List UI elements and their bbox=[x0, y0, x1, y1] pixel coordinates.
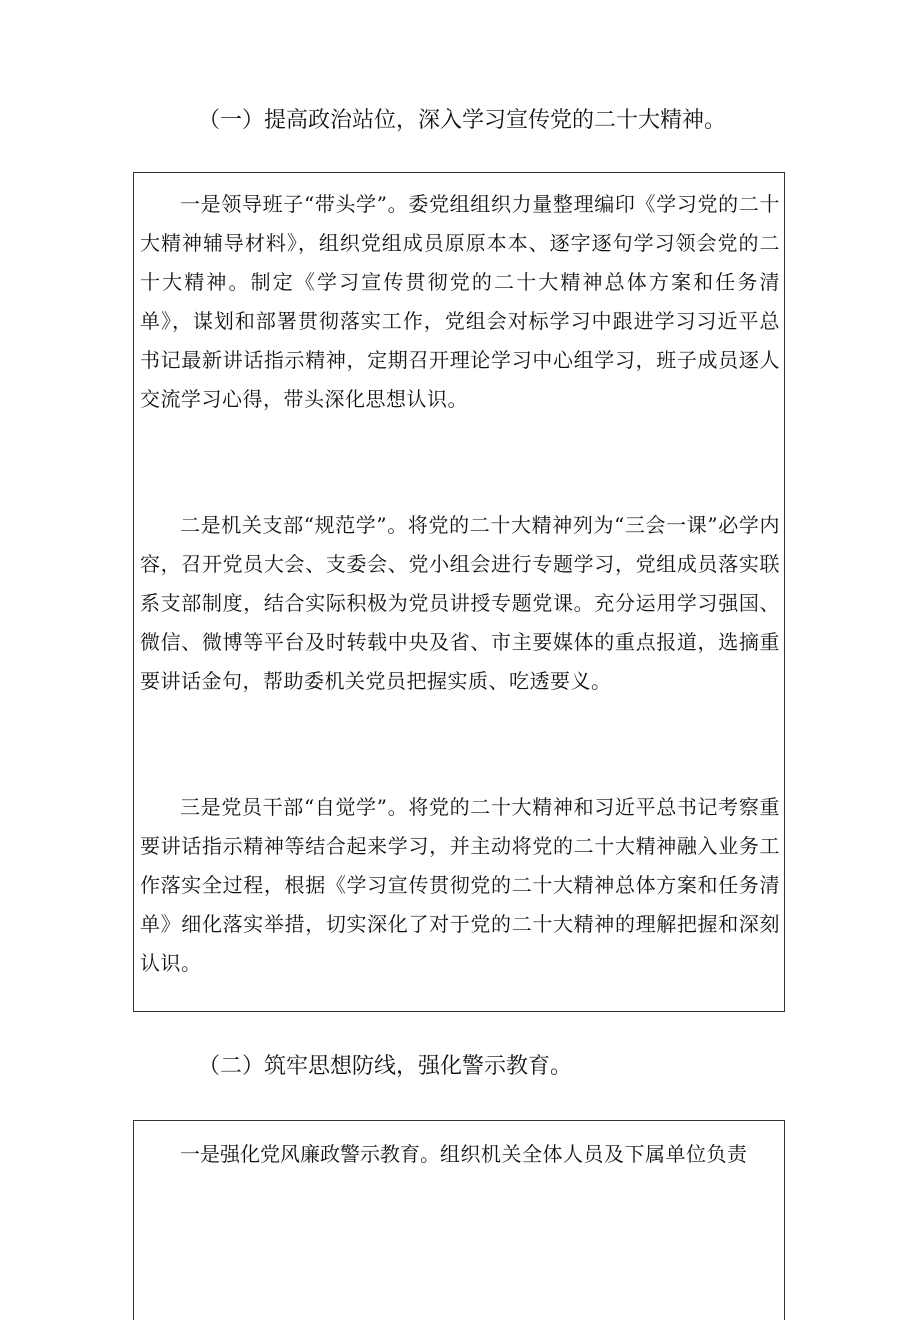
section-1-paragraph-1: 一是领导班子“带头学”。委党组组织力量整理编印《学习党的二十大精神辅导材料》，组织党组成员原原本本、逐字逐句学习领会党的二十大精神。制定《学习宣传贯彻党的二十大精神总体方案和任务清单》，谋划和部署贯彻落实工作，党组会对标学习中跟进学习习近平总书记最新讲话指示精神，定期召开理论学习中心组学习，班子成员逐人交流学习心得，带头深化思想认识。 bbox=[140, 192, 780, 411]
section-1-paragraph-2: 二是机关支部“规范学”。将党的二十大精神列为“三会一课”必学内容，召开党员大会、支委会、党小组会进行专题学习，党组成员落实联系支部制度，结合实际积极为党员讲授专题党课。充分运用学习强国、微信、微博等平台及时转载中央及省、市主要媒体的重点报道，选摘重要讲话金句，帮助委机关党员把握实质、吃透要义。 bbox=[140, 513, 780, 693]
section-1-paragraph-3: 三是党员干部“自觉学”。将党的二十大精神和习近平总书记考察重要讲话指示精神等结合起来学习，并主动将党的二十大精神融入业务工作落实全过程，根据《学习宣传贯彻党的二十大精神总体方案和任务清单》细化落实举措，切实深化了对于党的二十大精神的理解把握和深刻认识。 bbox=[140, 795, 780, 975]
section-2-paragraph-1 bbox=[140, 1135, 780, 1174]
section-2-text-box bbox=[133, 1120, 785, 1320]
section-1-text-box bbox=[133, 172, 785, 1012]
section-1-heading: （一）提高政治站位，深入学习宣传党的二十大精神。 bbox=[198, 108, 727, 133]
section-2-heading: （二）筑牢思想防线，强化警示教育。 bbox=[198, 1054, 573, 1079]
section-2-paragraph-lead: 一是强化党风廉政警示教育。 bbox=[180, 1142, 440, 1166]
section-2-paragraph-text: 组织机关全体人员及下属单位负责 bbox=[440, 1142, 748, 1166]
